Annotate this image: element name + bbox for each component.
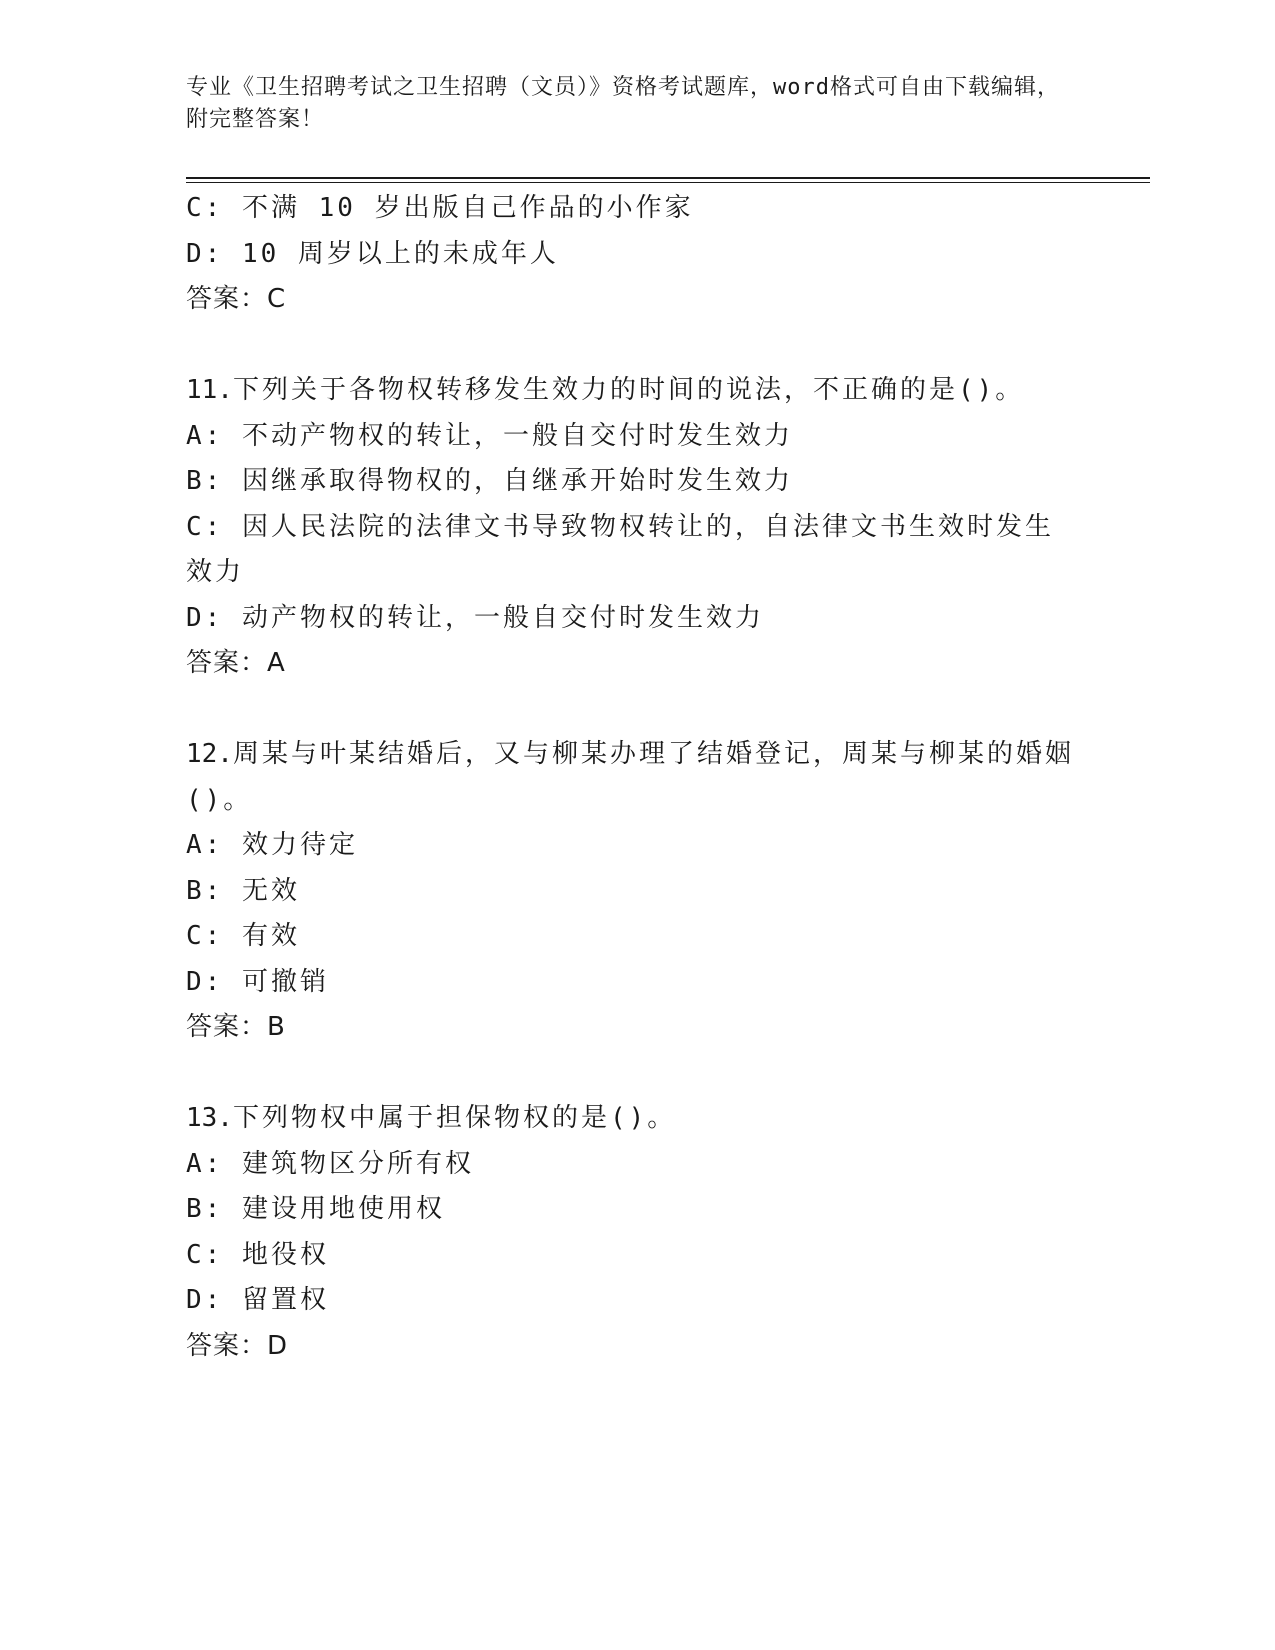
option-text: 因继承取得物权的，自继承开始时发生效力 [241, 466, 793, 496]
option-a [186, 1142, 1076, 1188]
question-11 [186, 368, 1076, 687]
option-text: 无效 [241, 875, 300, 906]
answer-line: 答案：B [186, 1012, 286, 1042]
option-text: 建设用地使用权 [241, 1194, 445, 1224]
header-divider [186, 177, 1150, 183]
option-label: A: [186, 420, 224, 451]
option-c [186, 186, 1076, 232]
option-text: 可撤销 [241, 966, 329, 997]
question-stem [186, 732, 1076, 823]
question-stem [186, 1096, 1076, 1142]
document-header [186, 72, 1066, 136]
option-label: D: [186, 238, 224, 269]
question-text: 下列物权中属于担保物权的是()。 [232, 1103, 677, 1133]
option-d [186, 232, 1076, 278]
option-c [186, 505, 1076, 596]
option-label: C: [186, 1239, 224, 1270]
section-gap [186, 323, 1076, 369]
option-text: 不满 10 岁出版自己作品的小作家 [241, 193, 694, 223]
option-label: C: [186, 193, 224, 223]
option-a [186, 414, 1076, 460]
option-b [186, 459, 1076, 505]
option-b [186, 1187, 1076, 1233]
question-number: 13. [186, 1103, 233, 1133]
option-c [186, 1233, 1076, 1279]
question-text: 周某与叶某结婚后，又与柳某办理了结婚登记，周某与柳某的婚姻()。 [186, 739, 1074, 815]
option-label: B: [186, 875, 224, 906]
option-label: A: [186, 1148, 224, 1179]
question-13 [186, 1096, 1076, 1369]
option-text: 10 周岁以上的未成年人 [241, 238, 559, 269]
option-label: C: [186, 511, 224, 542]
option-label: D: [186, 966, 224, 997]
option-text: 建筑物区分所有权 [241, 1148, 474, 1179]
question-number: 12. [186, 739, 233, 769]
option-text: 动产物权的转让，一般自交付时发生效力 [241, 602, 764, 633]
option-label: D: [186, 1285, 224, 1315]
question-stem [186, 368, 1076, 414]
option-text: 地役权 [241, 1239, 329, 1270]
section-gap [186, 687, 1076, 733]
previous-question-tail [186, 186, 1076, 323]
question-12 [186, 732, 1076, 1051]
option-d [186, 1278, 1076, 1324]
header-text: 专业《卫生招聘考试之卫生招聘（文员）》资格考试题库，word格式可自由下载编辑，附完整答案！ [186, 75, 1060, 132]
option-text: 留置权 [241, 1285, 329, 1315]
option-c [186, 914, 1076, 960]
option-a [186, 823, 1076, 869]
option-text: 不动产物权的转让，一般自交付时发生效力 [241, 420, 793, 451]
option-d [186, 960, 1076, 1006]
option-label: D: [186, 602, 224, 633]
option-d [186, 596, 1076, 642]
option-label: B: [186, 466, 224, 496]
option-label: C: [186, 921, 224, 951]
option-b [186, 869, 1076, 915]
question-number: 11. [186, 375, 233, 405]
question-text: 下列关于各物权转移发生效力的时间的说法，不正确的是()。 [232, 375, 1025, 405]
option-text: 效力待定 [241, 830, 358, 860]
answer-line: 答案：D [186, 1330, 289, 1361]
option-text: 因人民法院的法律文书导致物权转让的，自法律文书生效时发生效力 [186, 511, 1054, 587]
option-label: A: [186, 830, 224, 860]
answer-line: 答案：A [186, 648, 286, 678]
answer-line: 答案：C [186, 284, 287, 314]
section-gap [186, 1051, 1076, 1097]
question-content [186, 186, 1076, 1369]
option-label: B: [186, 1194, 224, 1224]
option-text: 有效 [241, 921, 300, 951]
